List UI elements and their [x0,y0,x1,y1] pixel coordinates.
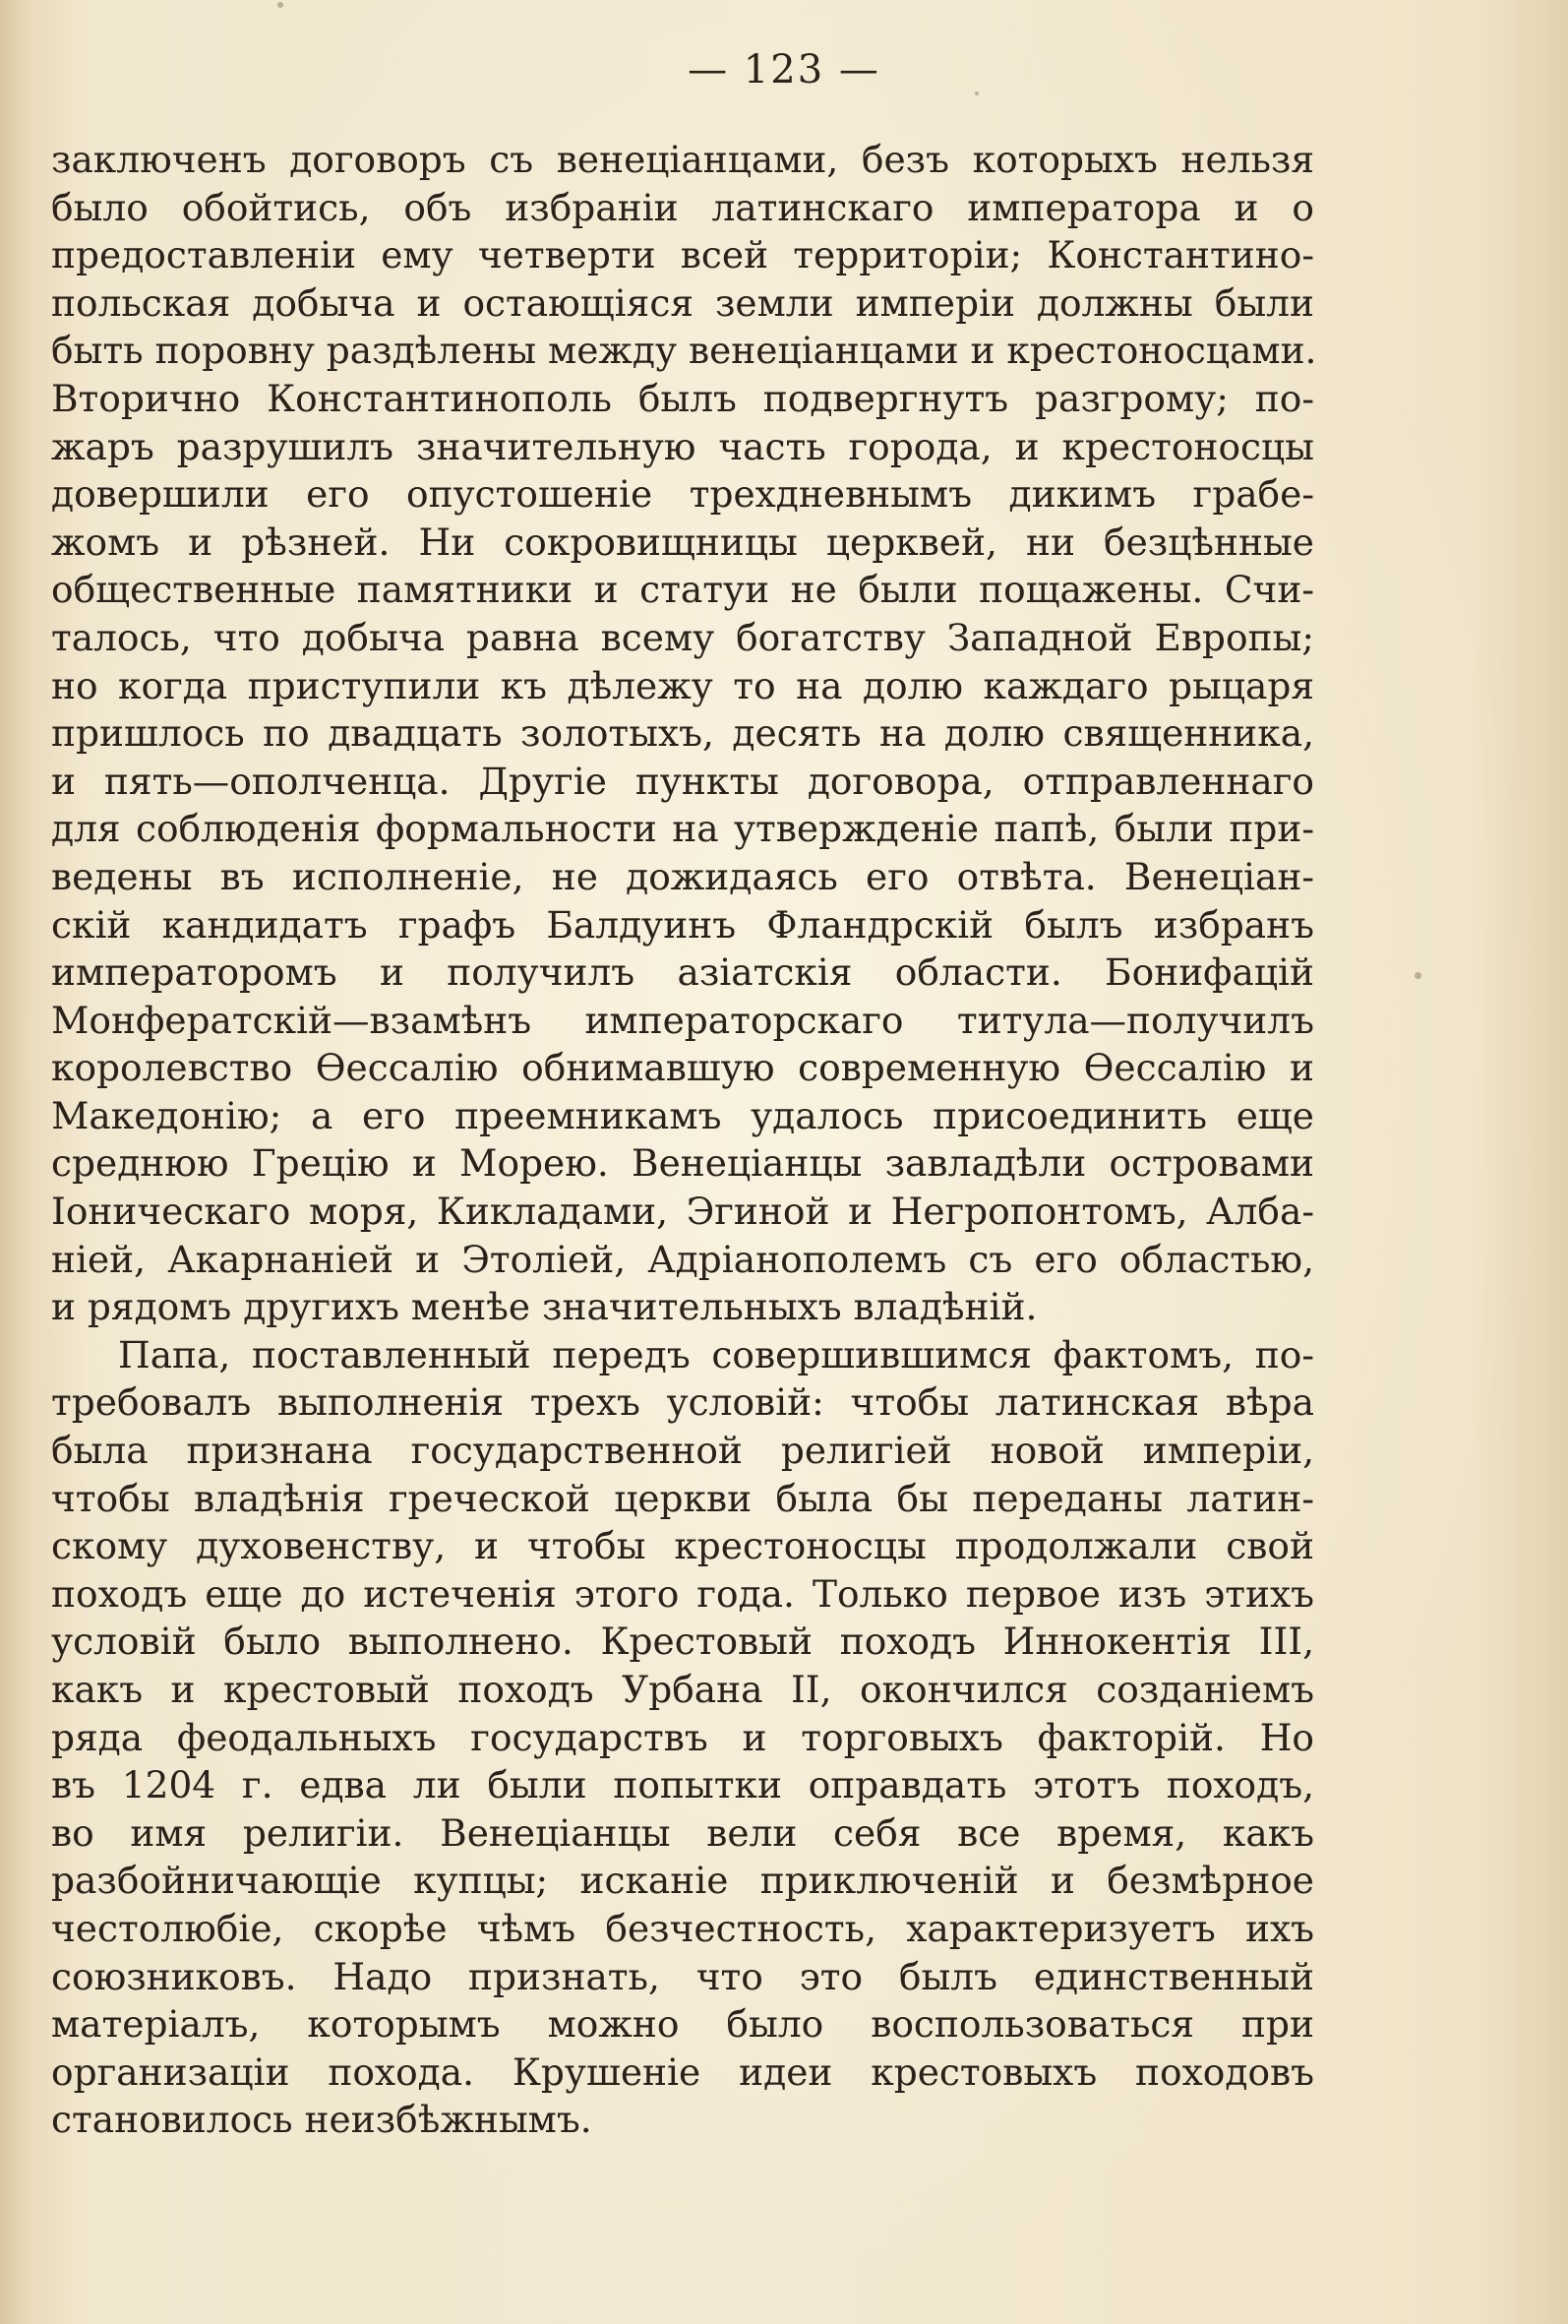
text-line: общественные памятники и статуи не были пощажены. Счи- [51,568,1314,612]
text-line: для соблюденія формальности на утвержденіе папѣ, были при- [51,807,1314,851]
text-line: заключенъ договоръ съ венеціанцами, безъ которыхъ нельзя [51,138,1314,181]
text-line: Папа, поставленный передъ совершившимся фактомъ, по- [118,1332,1314,1376]
text-line: скій кандидатъ графъ Балдуинъ Фландрскій былъ избранъ [51,902,1314,947]
text-line: ніей, Акарнаніей и Этоліей, Адріанополемъ съ его областью, [51,1237,1314,1281]
text-line: Монфератскій—взамѣнъ императорскаго титула—получилъ [51,998,1314,1042]
text-line: ряда феодальныхъ государствъ и торговыхъ факторій. Но [51,1715,1314,1759]
text-line: ведены въ исполненіе, не дожидаясь его отвѣта. Венеціан- [51,854,1314,898]
paper-speck [1415,972,1421,979]
page-number: — 123 — [688,47,880,92]
text-line: въ 1204 г. едва ли были попытки оправдать этотъ походъ, [51,1763,1314,1807]
text-line: среднюю Грецію и Морею. Венеціанцы завладѣли островами [51,1141,1314,1186]
text-line: польская добыча и остающіяся земли имперіи должны были [51,280,1314,325]
text-line: союзниковъ. Надо признать, что это былъ единственный [51,1954,1314,1998]
text-line: Вторично Константинополь былъ подвергнутъ разгрому; по- [51,376,1314,420]
text-line: довершили его опустошеніе трехдневнымъ дикимъ грабе- [51,472,1314,517]
text-line: была признана государственной религіей новой имперіи, [51,1429,1314,1473]
body-text [51,136,1317,2144]
text-line: требовалъ выполненія трехъ условій: чтобы латинская вѣра [51,1380,1314,1425]
text-line: императоромъ и получилъ азіатскія области. Бонифацій [51,950,1314,995]
text-line: но когда приступили къ дѣлежу то на долю каждаго рыцаря [51,663,1314,707]
text-line: разбойничающіе купцы; исканіе приключеній и безмѣрное [51,1859,1314,1903]
text-line: жаръ разрушилъ значительную часть города, и крестоносцы [51,424,1314,468]
text-line: походъ еще до истеченія этого года. Только первое изъ этихъ [51,1571,1314,1616]
paper-speck [975,92,979,95]
text-line: королевство Өессалію обнимавшую современную Өессалію и [51,1046,1314,1090]
text-line: организаціи похода. Крушеніе идеи крестовыхъ походовъ [51,2049,1314,2094]
text-line: пришлось по двадцать золотыхъ, десять на долю священника, [51,711,1314,756]
text-line: талось, что добыча равна всему богатству Западной Европы; [51,615,1314,659]
text-line: во имя религіи. Венеціанцы вели себя все время, какъ [51,1810,1314,1855]
text-line: честолюбіе, скорѣе чѣмъ безчестность, характеризуетъ ихъ [51,1906,1314,1950]
text-line: Іоническаго моря, Кикладами, Эгиной и Негропонтомъ, Алба- [51,1190,1314,1234]
text-line: Македонію; а его преемникамъ удалось присоединить еще [51,1093,1314,1137]
text-line: быть поровну раздѣлены между венеціанцами и крестоносцами. [51,329,1317,373]
text-line: и рядомъ другихъ менѣе значительныхъ владѣній. [51,1285,1038,1329]
text-line: было обойтись, объ избраніи латинскаго императора и о [51,185,1314,229]
text-line: условій было выполнено. Крестовый походъ Иннокентія III, [51,1620,1314,1664]
text-line: предоставленіи ему четверти всей территоріи; Константино- [51,233,1314,277]
text-line: становилось неизбѣжнымъ. [51,2098,592,2142]
text-line: и пять—ополченца. Другіе пункты договора, отправленнаго [51,759,1314,803]
paper-speck [277,2,283,8]
text-line: какъ и крестовый походъ Урбана II, окончился созданіемъ [51,1668,1314,1711]
text-line: матеріалъ, которымъ можно было воспользоваться при [51,2002,1314,2047]
text-line: чтобы владѣнія греческой церкви была бы переданы латин- [51,1476,1314,1520]
text-line: жомъ и рѣзней. Ни сокровищницы церквей, ни безцѣнные [51,520,1314,564]
text-line: скому духовенству, и чтобы крестоносцы продолжали свой [51,1524,1314,1568]
